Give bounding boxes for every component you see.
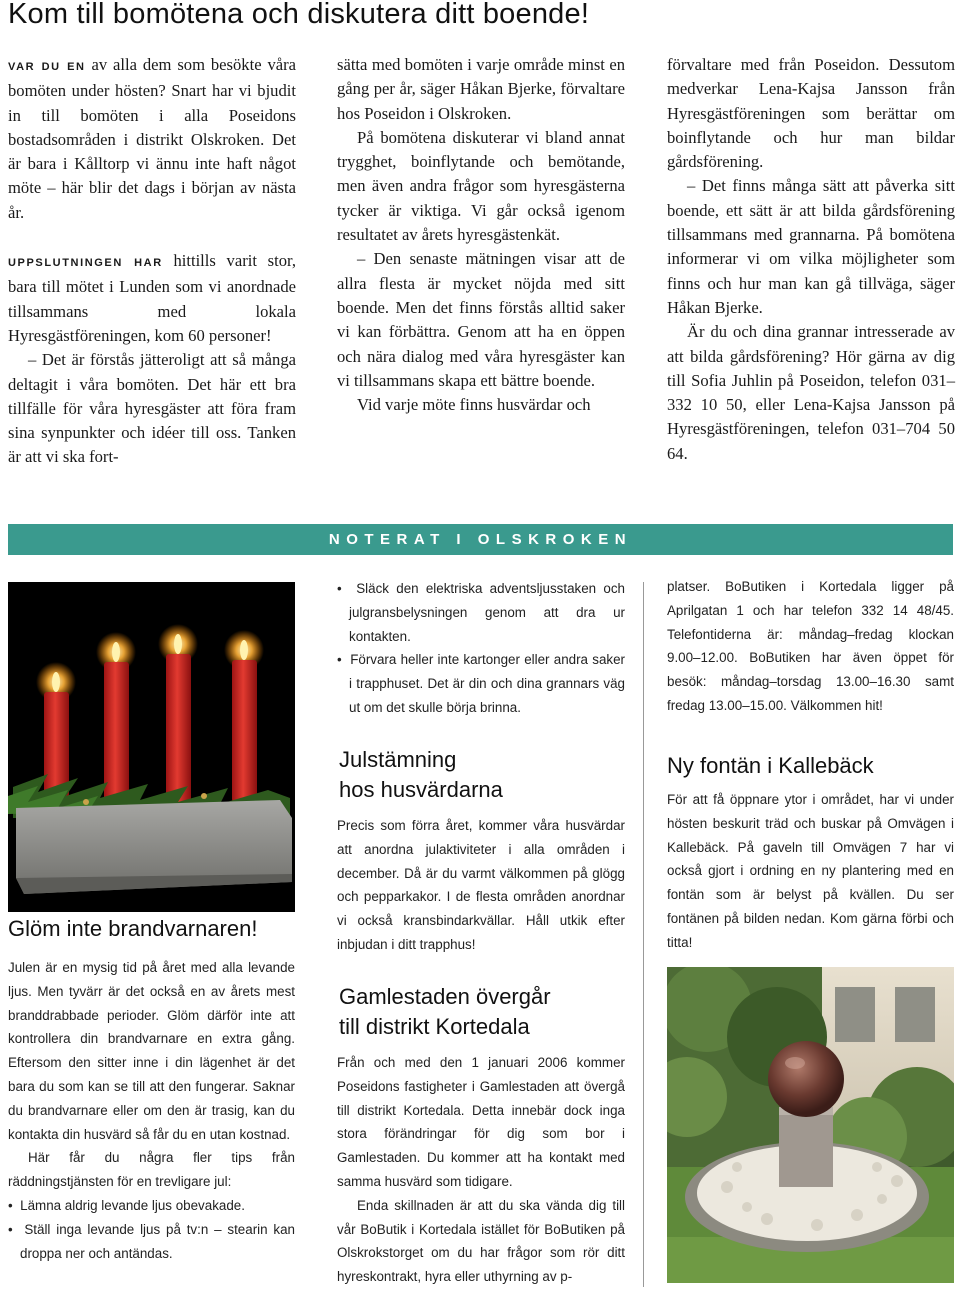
article-paragraph: Vid varje möte finns husvärdar och: [357, 395, 591, 415]
column-divider: [643, 582, 644, 1287]
brandvarnare-heading: Glöm inte brandvarnaren!: [8, 916, 258, 941]
gamlestaden-paragraph: Från och med den 1 januari 2006 kommer Poseidons fastigheter i Gamlestaden att övergå till distrikt Kortedala. Detta innebär dock inga stora förändringar för dig som bor i Gamlestaden. Du kommer att ha kontakt med samma husvärd som tidigare.: [337, 1055, 625, 1189]
julstamning-text: [337, 814, 625, 957]
fontan-text: [667, 788, 954, 955]
article-paragraph: – Den senaste mätningen visar att de allra flesta är mycket nöjda med sitt boende. Men det finns förstås alltid saker vi kan förbättra. Genom att ha en öppen och nära dialog med våra hyresgäster kan vi tillsammans skapa ett bättre boende.: [337, 249, 625, 390]
fontan-paragraph: För att få öppnare ytor i området, har vi under hösten beskurit träd och buskar på Omvägen i Kallebäck. På gaveln till Omvägen 7 har vi också gjort i ordning en ny plantering med en fontän som är belyst på kvällen. Du ser fontänen på bilden nedan. Kom gärna förbi och titta!: [667, 792, 954, 950]
list-item: • Ställ inga levande ljus på tv:n – stearin kan droppa ner och antändas.: [8, 1221, 295, 1261]
article-column-3: [667, 53, 955, 466]
brandvarnare-paragraph: Här får du några fler tips från räddningstjänsten för en trevligare jul:: [8, 1150, 295, 1190]
julstamning-heading: Julstämning hos husvärdarna: [339, 747, 503, 802]
julstamning-paragraph: Precis som förra året, kommer våra husvärdar att anordna julaktiviteter i alla områden i december. Då är du varmt välkommen på glögg och pepparkakor. I de flesta områden anordnar vi också kransbindarkvällar. Håll utkik efter inbjudan i ditt trapphus!: [337, 818, 625, 952]
article-column-2: [337, 53, 625, 417]
brandvarnare-paragraph: Julen är en mysig tid på året med alla levande ljus. Men tyvärr är det också en av årets mest branddrabbade perioder. Glöm därför inte att kontrollera din brandvarnare en extra gång. Eftersom den sitter inne i din lägenhet är det bara du som kan se till att den fungerar. Saknar du brandvarnare eller om den är trasig, kan du kontakta din husvärd så får du en utan kostnad.: [8, 960, 295, 1142]
gamlestaden-heading: Gamlestaden övergår till distrikt Kortedala: [339, 984, 551, 1039]
article-paragraph: sätta med bomöten i varje område minst en gång per år, säger Håkan Bjerke, förvaltare hos Poseidon i Olskroken.: [337, 55, 625, 123]
tips-continued: [337, 577, 625, 720]
article-paragraph: – Det finns många sätt att påverka sitt boende, ett sätt är att bilda gårdsförening tillsammans med grannarna. På bomötena informerar vi om vilka möjligheter som finns och hur man kan gå tillväga, säger Håkan Bjerke.: [667, 176, 955, 317]
brandvarnare-text: [8, 956, 295, 1265]
bobutik-paragraph: platser. BoButiken i Kortedala ligger på Aprilgatan 1 och har telefon 332 14 48/45. Telefontiderna är: måndag–fredag klockan 9.00–12.00. BoButiken har även öppet för besök: måndag–torsdag 13.00–16.30 samt fredag 13.00–15.00. Välkommen hit!: [667, 579, 954, 713]
fountain-photo: [667, 967, 954, 1283]
lead-caps: UPPSLUTNINGEN HAR: [8, 257, 163, 270]
list-item: • Släck den elektriska adventsljusstaken och julgransbelysningen genom att dra ur kontakten.: [337, 581, 625, 644]
list-item: • Förvara heller inte kartonger eller andra saker i trapphuset. Det är din och dina grannars väg ut om det skulle börja brinna.: [337, 652, 625, 715]
article-column-1: [8, 53, 296, 470]
bobutik-text: [667, 575, 954, 718]
fontan-heading: Ny fontän i Kallebäck: [667, 753, 874, 778]
article-paragraph: förvaltare med från Poseidon. Dessutom medverkar Lena-Kajsa Jansson från Hyresgästföreningen som berättar om boinflytande och hur man bildar gårdsförening.: [667, 55, 955, 172]
article-paragraph: av alla dem som besökte våra bomöten under hösten? Snart har vi bjudit in till bomöten i alla Poseidons bostadsområden i distrikt Olskroken. Det är bara i Kålltorp vi ännu inte haft något möte – här blir det dags i början av nästa år.: [8, 55, 296, 222]
page-title: Kom till bomötena och diskutera ditt boende!: [8, 0, 590, 30]
gamlestaden-text: [337, 1051, 625, 1289]
article-paragraph: – Det är förstås jätteroligt att så många deltagit i våra bomöten. Det här ett bra tillfälle för våra hyresgäster att föra fram sina synpunkter och idéer till oss. Tanken är att vi ska fort-: [8, 350, 296, 467]
gamlestaden-paragraph: Enda skillnaden är att du ska vända dig till vår BoButik i Kortedala istället för BoButiken på Olskrokstorget om du har frågor som rör ditt hyreskontrakt, hyra eller uthyrning av p-: [337, 1197, 625, 1285]
lead-caps: VAR DU EN: [8, 61, 86, 73]
article-paragraph: På bomötena diskuterar vi bland annat trygghet, boinflytande och bemötande, men även andra frågor som hyresgästerna tycker är viktiga. Vi går också igenom resultatet av årets hyresgästenkät.: [337, 127, 625, 245]
list-item: • Lämna aldrig levande ljus obevakade.: [8, 1197, 245, 1213]
section-banner: NOTERAT I OLSKROKEN: [8, 524, 953, 555]
advent-candles-photo: [8, 582, 295, 912]
article-paragraph: hittills varit stor, bara till mötet i Lunden som vi anordnade tillsammans med lokala Hyresgästföreningen, kom 60 personer!: [8, 251, 296, 345]
article-paragraph: Är du och dina grannar intresserade av att bilda gårdsförening? Hör gärna av dig till Sofia Juhlin på Poseidon, telefon 031–332 10 50, eller Lena-Kajsa Jansson på Hyresgästföreningen, telefon 031–704 50 64.: [667, 322, 955, 463]
